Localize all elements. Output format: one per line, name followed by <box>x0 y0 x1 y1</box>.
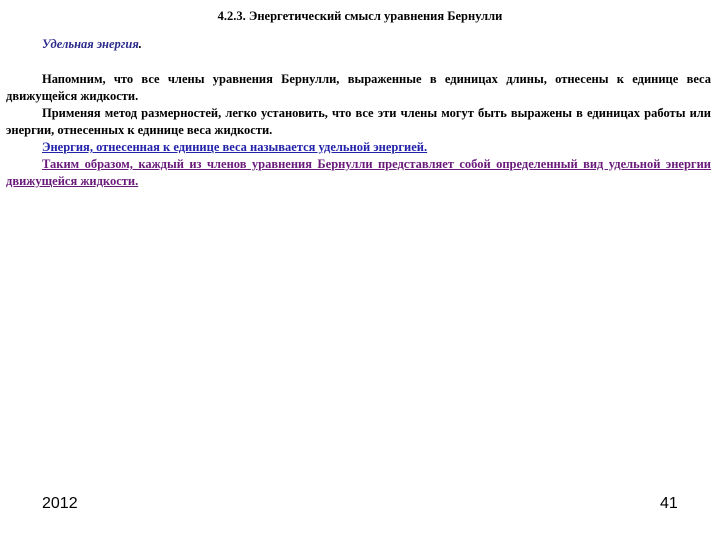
body-text <box>6 71 711 190</box>
conclusion-link[interactable]: Таким образом, каждый из членов уравнения Бернулли представляет собой определенный вид удельной энергии движущейся жидкости. <box>6 157 711 188</box>
paragraph-conclusion <box>6 156 711 190</box>
paragraph-definition <box>6 139 711 156</box>
subtitle-term: Удельная энергия <box>42 37 139 51</box>
subtitle-period: . <box>138 37 142 51</box>
page-number: 41 <box>660 495 678 512</box>
definition-link[interactable]: Энергия, отнесенная к единице веса называется удельной энергией. <box>42 140 428 154</box>
footer-year: 2012 <box>42 495 78 512</box>
paragraph-dimensions: Применяя метод размерностей, легко установить, что все эти члены могут быть выражены в единицах работы или энергии, отнесенных к единице веса жидкости. <box>6 106 711 137</box>
paragraph-reminder: Напомним, что все члены уравнения Бернулли, выраженные в единицах длины, отнесены к единице веса движущейся жидкости. <box>6 72 711 103</box>
page-title: 4.2.3. Энергетический смысл уравнения Бернулли <box>217 9 503 23</box>
section-subtitle <box>42 36 142 52</box>
